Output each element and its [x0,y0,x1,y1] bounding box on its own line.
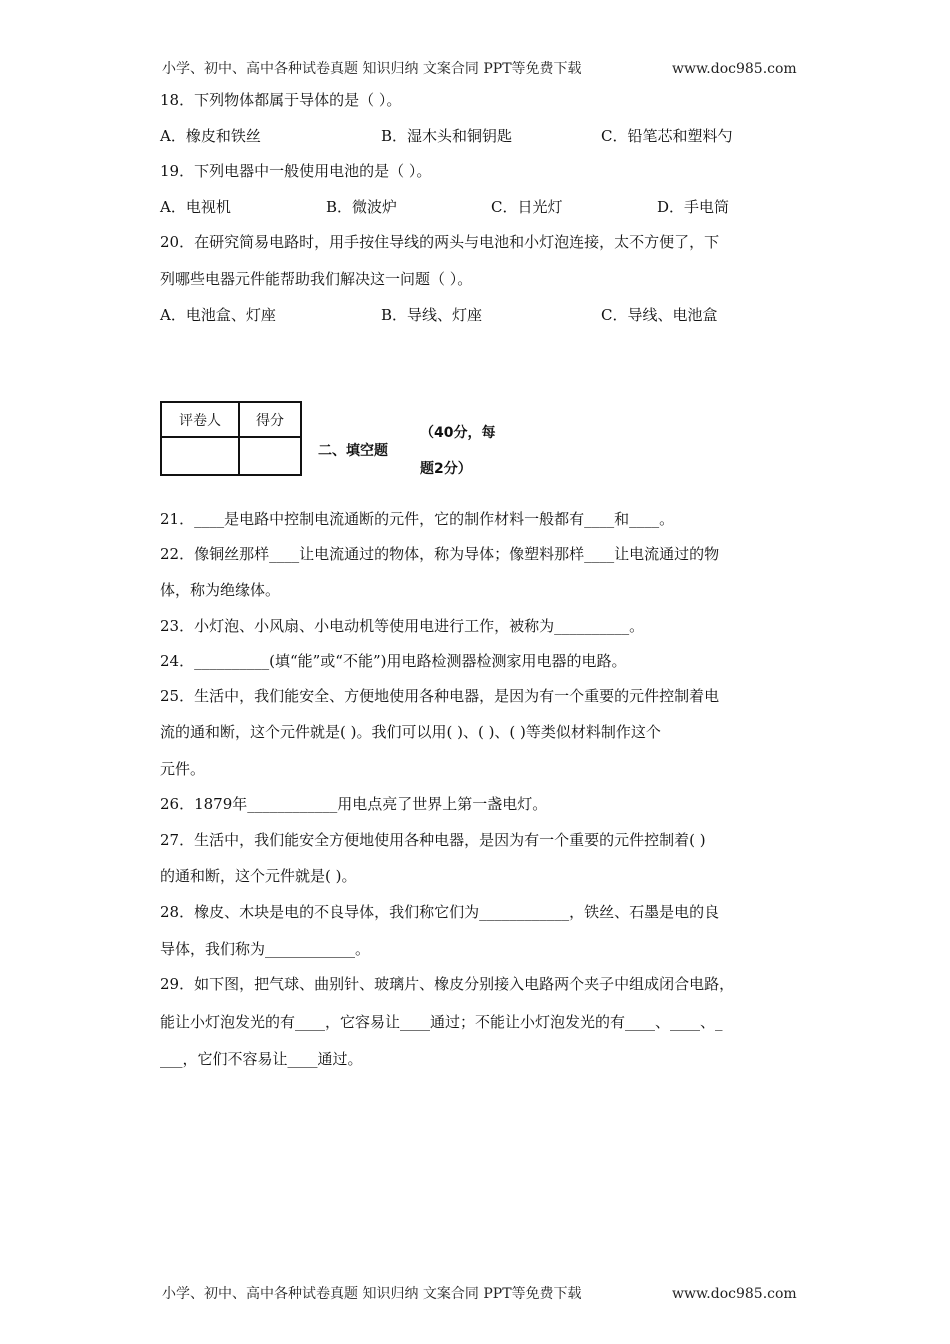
question-29-line-3: ___，它们不容易让____通过。 [160,1050,363,1068]
question-20-stem-line-2: 列哪些电器元件能帮助我们解决这一问题（ ）。 [160,270,473,288]
score-table-score-label: 得分 [239,402,301,437]
question-25-line-2: 流的通和断，这个元件就是( )。我们可以用( )、( )、( )等类似材料制作这个 [160,723,661,741]
question-27-line-1: 27．生活中，我们能安全方便地使用各种电器，是因为有一个重要的元件控制着( ) [160,831,706,849]
score-table-score-cell[interactable] [239,437,301,475]
section-2-title: 二、填空题 [318,443,388,459]
footer-url[interactable]: www.doc985.com [672,1286,797,1302]
question-21: 21．____是电路中控制电流通断的元件，它的制作材料一般都有____和____。 [160,510,675,528]
question-20-option-a: A．电池盒、灯座 [160,306,276,324]
header-url[interactable]: www.doc985.com [672,61,797,77]
question-20-option-b: B．导线、灯座 [381,306,483,324]
question-23: 23．小灯泡、小风扇、小电动机等使用电进行工作，被称为__________。 [160,617,645,635]
section-2-score-line-2: 题2分） [420,461,472,477]
question-19-option-b: B．微波炉 [326,198,398,216]
question-18-option-b: B．湿木头和铜钥匙 [381,127,513,145]
question-28-line-1: 28．橡皮、木块是电的不良导体，我们称它们为____________，铁丝、石墨是电的良 [160,903,720,921]
score-table [160,401,302,476]
question-26: 26．1879年____________用电点亮了世界上第一盏电灯。 [160,795,548,813]
question-19-option-c: C．日光灯 [491,198,563,216]
question-18-option-c: C．铅笔芯和塑料勺 [601,127,733,145]
score-table-grader-cell[interactable] [161,437,239,475]
question-29-line-2: 能让小灯泡发光的有____，它容易让____通过；不能让小灯泡发光的有____、____、_ [160,1013,723,1031]
question-22-line-2: 体，称为绝缘体。 [160,581,281,599]
question-22-line-1: 22．像铜丝那样____让电流通过的物体，称为导体；像塑料那样____让电流通过的物 [160,545,720,563]
question-18-option-a: A．橡皮和铁丝 [160,127,261,145]
question-25-line-1: 25．生活中，我们能安全、方便地使用各种电器，是因为有一个重要的元件控制着电 [160,687,720,705]
header-text: 小学、初中、高中各种试卷真题 知识归纳 文案合同 PPT等免费下载 [162,61,582,77]
question-29-line-1: 29．如下图，把气球、曲别针、玻璃片、橡皮分别接入电路两个夹子中组成闭合电路， [160,975,735,993]
question-28-line-2: 导体，我们称为____________。 [160,940,371,958]
question-19-option-d: D．手电筒 [657,198,730,216]
question-20-stem-line-1: 20．在研究简易电路时，用手按住导线的两头与电池和小灯泡连接，太不方便了，下 [160,233,720,251]
question-18-stem: 18．下列物体都属于导体的是（ ）。 [160,91,402,109]
question-27-line-2: 的通和断，这个元件就是( )。 [160,867,357,885]
question-20-option-c: C．导线、电池盒 [601,306,718,324]
page-header [162,60,797,78]
page-footer [162,1285,797,1303]
question-25-line-3: 元件。 [160,760,206,778]
question-24: 24．__________(填“能”或“不能”)用电路检测器检测家用电器的电路。 [160,652,627,670]
score-table-grader-label: 评卷人 [161,402,239,437]
section-2-score-line-1: （40分，每 [420,425,496,441]
footer-text: 小学、初中、高中各种试卷真题 知识归纳 文案合同 PPT等免费下载 [162,1286,582,1302]
question-19-option-a: A．电视机 [160,198,231,216]
question-19-stem: 19．下列电器中一般使用电池的是（ ）。 [160,162,432,180]
